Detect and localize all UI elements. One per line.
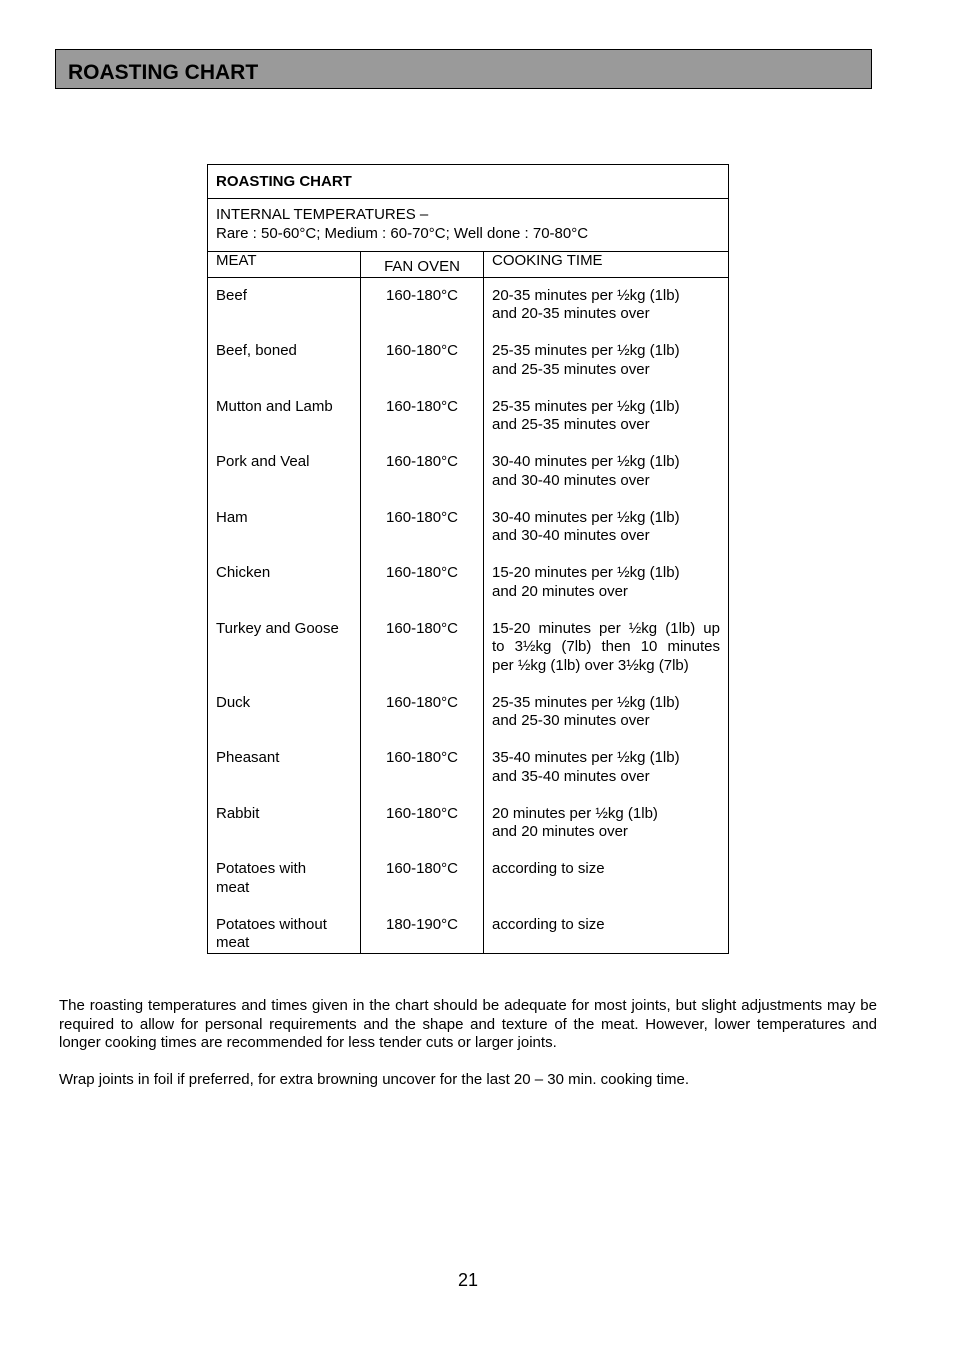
cooking-time-line: 25-35 minutes per ½kg (1lb) (492, 342, 680, 359)
cooking-time-line: and 35-40 minutes over (492, 767, 650, 785)
cooking-time-line: and 25-30 minutes over (492, 712, 650, 729)
roasting-chart-table (207, 164, 729, 954)
cooking-time-cell (492, 860, 720, 916)
column-header-cooking-time: COOKING TIME (484, 252, 729, 278)
meat-name: Duck (216, 693, 251, 711)
meat-cell (216, 342, 352, 398)
fan-oven-cell (369, 398, 475, 454)
fan-oven-temperature: 160-180°C (386, 693, 458, 711)
cooking-time-cell (492, 749, 720, 805)
meat-cell (216, 398, 352, 454)
fan-oven-cell (369, 860, 475, 916)
cooking-time-line: according to size (492, 915, 605, 933)
internal-temps-heading: INTERNAL TEMPERATURES – (216, 206, 429, 223)
cooking-time-line: 15-20 minutes per ½kg (1lb) up (492, 619, 720, 637)
meat-column (208, 277, 361, 953)
meat-cell (216, 509, 352, 565)
meat-cell (216, 620, 352, 694)
column-header-row (208, 252, 729, 278)
fan-oven-temperature: 160-180°C (386, 804, 458, 822)
cooking-time-line: 15-20 minutes per ½kg (1lb) (492, 564, 680, 581)
cooking-time-line: 20 minutes per ½kg (1lb) (492, 804, 658, 822)
fan-oven-cell (369, 342, 475, 398)
fan-oven-cell (369, 287, 475, 343)
cooking-time-cell (492, 694, 720, 750)
cooking-time-cell (492, 620, 720, 694)
internal-temps-values: Rare : 50-60°C; Medium : 60-70°C; Well done : 70-80°C (216, 224, 589, 242)
cooking-time-line: according to size (492, 860, 605, 877)
cooking-time-cell (492, 916, 720, 953)
fan-oven-temperature: 160-180°C (386, 508, 458, 526)
cooking-time-cell (492, 287, 720, 343)
fan-oven-temperature: 180-190°C (386, 915, 458, 933)
fan-oven-cell (369, 509, 475, 565)
fan-oven-cell (369, 694, 475, 750)
fan-oven-temperature: 160-180°C (386, 286, 458, 304)
cooking-time-cell (492, 342, 720, 398)
meat-name: Pork and Veal (216, 453, 310, 470)
meat-name: Beef, boned (216, 342, 297, 359)
page-number: 21 (457, 1270, 479, 1290)
cooking-time-line: and 20 minutes over (492, 582, 628, 600)
meat-name: Chicken (216, 564, 271, 581)
meat-cell (216, 916, 352, 953)
meat-cell (216, 860, 352, 916)
meat-cell (216, 453, 352, 509)
fan-oven-cell (369, 749, 475, 805)
meat-name: Potatoes without (216, 915, 327, 933)
fan-oven-temperature: 160-180°C (386, 342, 458, 359)
fan-oven-temperature: 160-180°C (386, 749, 458, 766)
cooking-time-line: to 3½kg (7lb) then 10 minutes (492, 638, 720, 655)
cooking-time-column (484, 277, 729, 953)
cooking-time-line: and 25-35 minutes over (492, 416, 650, 433)
cooking-time-line: per ½kg (1lb) over 3½kg (7lb) (492, 656, 689, 674)
section-header-bar (55, 49, 872, 89)
cooking-time-line: and 25-35 minutes over (492, 360, 650, 378)
meat-name: Ham (216, 508, 248, 526)
meat-cell (216, 805, 352, 861)
meat-name: Mutton and Lamb (216, 397, 333, 415)
fan-oven-temperature: 160-180°C (386, 453, 458, 470)
paragraph-adjustments: The roasting temperatures and times given in the chart should be adequate for most joints, but slight adjustments may be required to allow for personal requirements and the shape and texture of the meat. However, lower temperatures and longer cooking times are recommended for less tender cuts or larger joints. (59, 997, 877, 1051)
cooking-time-line: 30-40 minutes per ½kg (1lb) (492, 508, 680, 526)
meat-name: Turkey and Goose (216, 619, 339, 637)
cooking-time-line: 20-35 minutes per ½kg (1lb) (492, 286, 680, 304)
fan-oven-temperature: 160-180°C (386, 619, 458, 637)
internal-temperatures-cell (208, 199, 729, 252)
cooking-time-line: 30-40 minutes per ½kg (1lb) (492, 453, 680, 470)
meat-cell (216, 287, 352, 343)
table-body-row (208, 277, 729, 953)
meat-name: Beef (216, 286, 247, 304)
cooking-time-line: 35-40 minutes per ½kg (1lb) (492, 749, 680, 766)
meat-cell (216, 749, 352, 805)
table-title: ROASTING CHART (208, 165, 729, 199)
cooking-time-cell (492, 398, 720, 454)
section-title: ROASTING CHART (68, 61, 259, 84)
cooking-time-cell (492, 453, 720, 509)
meat-name: meat (216, 878, 250, 896)
meat-cell (216, 694, 352, 750)
cooking-time-line: 25-35 minutes per ½kg (1lb) (492, 693, 680, 711)
fan-oven-temperature: 160-180°C (386, 397, 458, 415)
column-header-meat: MEAT (208, 252, 361, 278)
cooking-time-line: and 30-40 minutes over (492, 527, 650, 544)
meat-name: Potatoes with (216, 860, 307, 877)
cooking-time-cell (492, 564, 720, 620)
fan-oven-cell (369, 564, 475, 620)
meat-name: meat (216, 934, 250, 951)
fan-oven-temperature: 160-180°C (386, 860, 458, 877)
meat-cell (216, 564, 352, 620)
meat-name: Pheasant (216, 749, 280, 766)
meat-name: Rabbit (216, 804, 260, 822)
fan-oven-cell (369, 453, 475, 509)
cooking-time-line: 25-35 minutes per ½kg (1lb) (492, 397, 680, 415)
fan-oven-cell (369, 916, 475, 953)
fan-oven-column (361, 277, 484, 953)
cooking-time-line: and 30-40 minutes over (492, 471, 650, 489)
cooking-time-cell (492, 805, 720, 861)
fan-oven-temperature: 160-180°C (386, 564, 458, 581)
cooking-time-line: and 20-35 minutes over (492, 305, 650, 322)
fan-oven-cell (369, 805, 475, 861)
fan-oven-cell (369, 620, 475, 694)
paragraph-foil-tip: Wrap joints in foil if preferred, for extra browning uncover for the last 20 – 30 min. cooking time. (59, 1071, 690, 1088)
cooking-time-line: and 20 minutes over (492, 823, 628, 840)
cooking-time-cell (492, 509, 720, 565)
column-header-fan-oven: FAN OVEN (361, 252, 484, 278)
